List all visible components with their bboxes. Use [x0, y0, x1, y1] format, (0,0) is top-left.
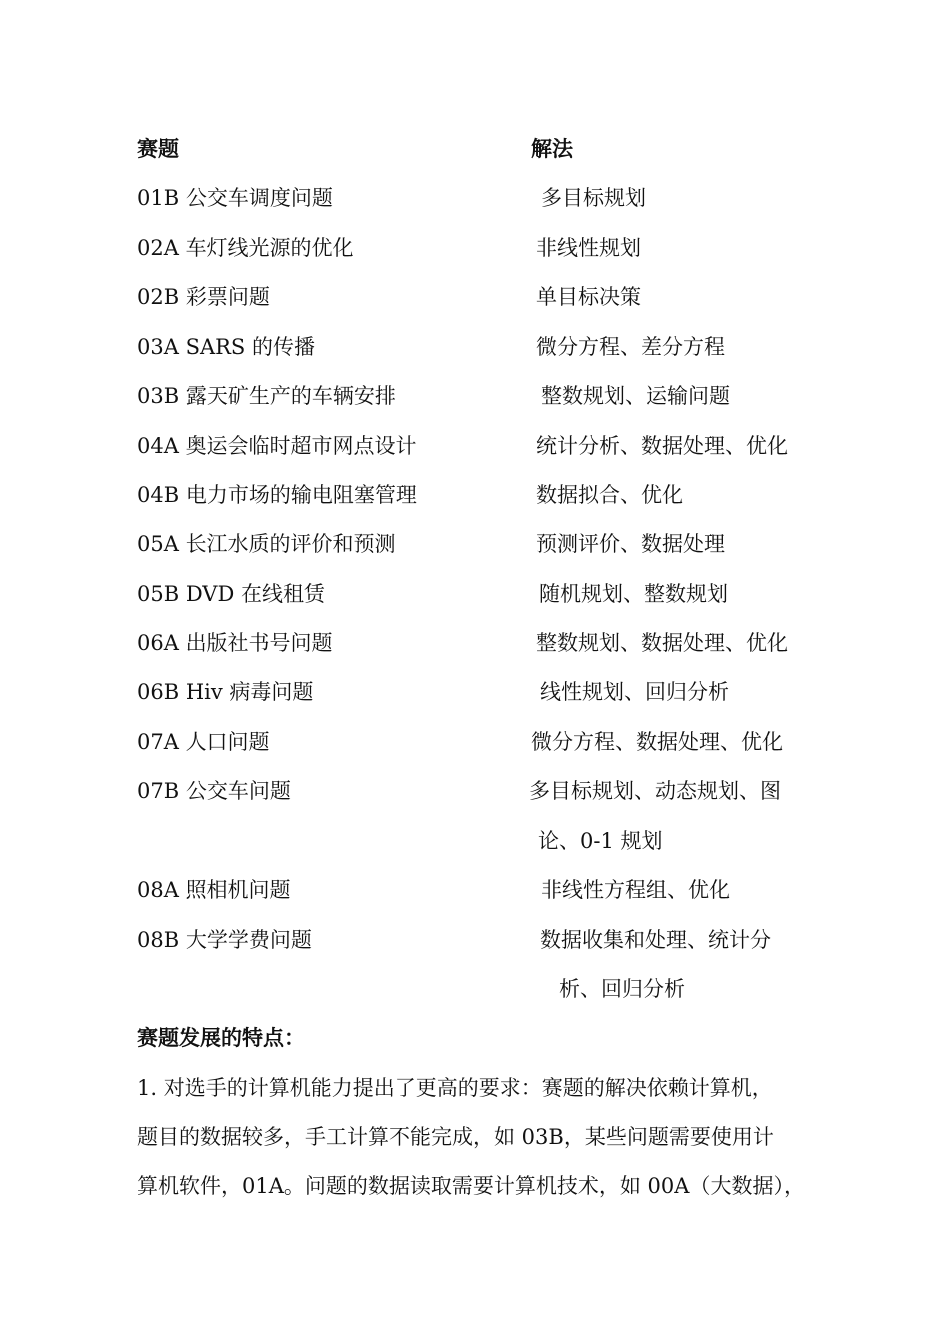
table-row-continuation	[0, 973, 950, 1013]
row-method: 单目标决策	[536, 285, 641, 309]
row-topic: 08A 照相机问题	[137, 878, 291, 902]
header-method: 解法	[531, 136, 573, 161]
row-topic: 04A 奥运会临时超市网点设计	[137, 434, 417, 458]
row-topic: 06A 出版社书号问题	[137, 631, 333, 655]
section-title: 赛题发展的特点：	[137, 1025, 305, 1050]
table-row	[0, 924, 950, 964]
row-method: 微分方程、差分方程	[536, 335, 725, 359]
table-row	[0, 479, 950, 519]
row-method: 微分方程、数据处理、优化	[531, 730, 783, 754]
row-topic: 03B 露天矿生产的车辆安排	[137, 384, 396, 408]
table-row	[0, 676, 950, 716]
table-row	[0, 874, 950, 914]
row-method: 线性规划、回归分析	[540, 680, 729, 704]
paragraph-line: 题目的数据较多，手工计算不能完成，如 03B，某些问题需要使用计	[137, 1125, 774, 1149]
row-topic: 08B 大学学费问题	[137, 928, 312, 952]
row-topic: 02A 车灯线光源的优化	[137, 236, 354, 260]
row-topic: 03A SARS 的传播	[137, 335, 315, 359]
table-row	[0, 232, 950, 272]
row-method: 非线性方程组、优化	[541, 878, 730, 902]
table-row-continuation	[0, 825, 950, 865]
row-method-continuation: 论、0-1 规划	[538, 829, 663, 853]
row-topic: 07B 公交车问题	[137, 779, 291, 803]
row-method: 随机规划、整数规划	[539, 582, 728, 606]
row-method: 统计分析、数据处理、优化	[536, 434, 788, 458]
row-method: 非线性规划	[536, 236, 641, 260]
row-method: 多目标规划、动态规划、图	[529, 779, 781, 803]
row-topic: 05B DVD 在线租赁	[137, 582, 325, 606]
row-topic: 06B Hiv 病毒问题	[137, 680, 314, 704]
table-row	[0, 380, 950, 420]
row-method: 数据拟合、优化	[536, 483, 683, 507]
table-row	[0, 578, 950, 618]
row-topic: 02B 彩票问题	[137, 285, 270, 309]
row-topic: 04B 电力市场的输电阻塞管理	[137, 483, 417, 507]
table-row	[0, 182, 950, 222]
table-row	[0, 331, 950, 371]
table-row	[0, 726, 950, 766]
row-method: 多目标规划	[541, 186, 646, 210]
row-topic: 01B 公交车调度问题	[137, 186, 333, 210]
paragraph-line: 算机软件，01A。问题的数据读取需要计算机技术，如 00A（大数据），	[137, 1174, 805, 1198]
paragraph-line: 1. 对选手的计算机能力提出了更高的要求：赛题的解决依赖计算机，	[137, 1076, 773, 1100]
row-topic: 05A 长江水质的评价和预测	[137, 532, 396, 556]
table-row	[0, 281, 950, 321]
row-method: 数据收集和处理、统计分	[540, 928, 771, 952]
table-row	[0, 528, 950, 568]
table-row	[0, 775, 950, 815]
row-method-continuation: 析、回归分析	[559, 977, 685, 1001]
row-method: 预测评价、数据处理	[536, 532, 725, 556]
row-method: 整数规划、数据处理、优化	[536, 631, 788, 655]
row-method: 整数规划、运输问题	[541, 384, 730, 408]
table-row	[0, 430, 950, 470]
row-topic: 07A 人口问题	[137, 730, 270, 754]
table-row	[0, 627, 950, 667]
header-topic: 赛题	[137, 136, 179, 161]
